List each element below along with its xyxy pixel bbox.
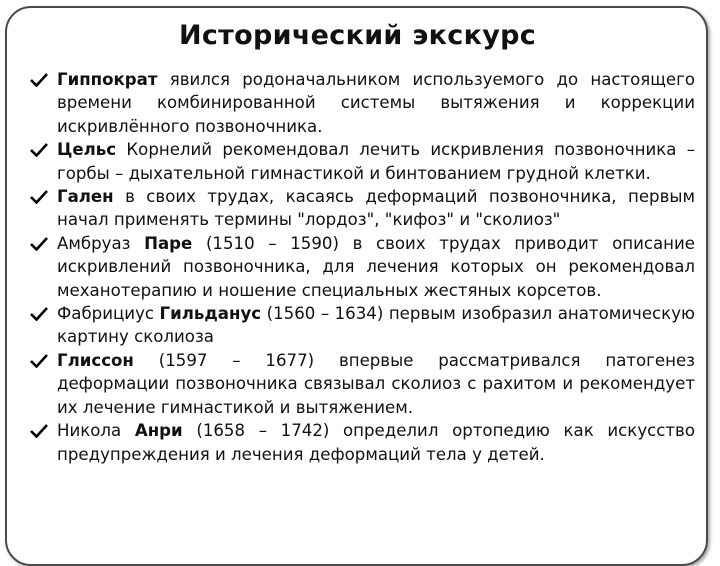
item-text: (1658 – 1742) определил ортопедию как искусство предупреждения и лечения деформаций тела у детей.	[57, 421, 695, 464]
checkmark-icon	[30, 237, 48, 251]
item-prefix: Никола	[57, 421, 135, 441]
list-item	[30, 302, 695, 349]
item-text: (1560 – 1634) первым изобразил анатомическую картину сколиоза	[57, 304, 695, 347]
bullet-list	[30, 68, 695, 466]
list-item	[30, 349, 695, 419]
item-text: в своих трудах, касаясь деформаций позвоночника, первым начал применять термины "лордоз", "кифоз" и "сколиоз"	[57, 187, 695, 230]
item-name: Анри	[134, 421, 183, 441]
item-text: (1597 – 1677) впервые рассматривался патогенез деформации позвоночника связывал сколиоз с рахитом и рекомендует их лечение гимнастикой и вытяжением.	[57, 350, 695, 417]
item-name: Гиппократ	[57, 70, 158, 89]
list-item	[30, 138, 695, 185]
item-name: Глиссон	[57, 350, 134, 370]
checkmark-icon	[30, 307, 48, 321]
item-name: Паре	[144, 233, 193, 253]
checkmark-icon	[30, 73, 48, 87]
item-text: явился родоначальником используемого до настоящего времени комбинированной системы вытяжения и коррекции искривлённого позвоночника.	[57, 70, 695, 136]
item-text: Корнелий рекомендовал лечить искривления позвоночника – горбы – дыхательной гимнастикой и бинтованием грудной клетки.	[57, 140, 695, 183]
list-item	[30, 232, 695, 302]
item-text: (1510 – 1590) в своих трудах приводит описание искривлений позвоночника, для лечения которых он рекомендовал механотерапию и ношение специальных жестяных корсетов.	[57, 233, 695, 300]
checkmark-icon	[30, 354, 48, 368]
list-item	[30, 68, 695, 138]
checkmark-icon	[30, 143, 48, 157]
item-prefix: Фабрициус	[57, 304, 160, 324]
item-name: Гильданус	[159, 304, 262, 324]
item-prefix: Амбруаз	[57, 233, 145, 253]
checkmark-icon	[30, 190, 48, 204]
page-title: Исторический экскурс	[178, 20, 537, 51]
checkmark-icon	[30, 424, 48, 438]
item-name: Гален	[57, 187, 114, 207]
list-item	[30, 185, 695, 232]
item-name: Цельс	[57, 140, 117, 160]
list-item	[30, 419, 695, 466]
